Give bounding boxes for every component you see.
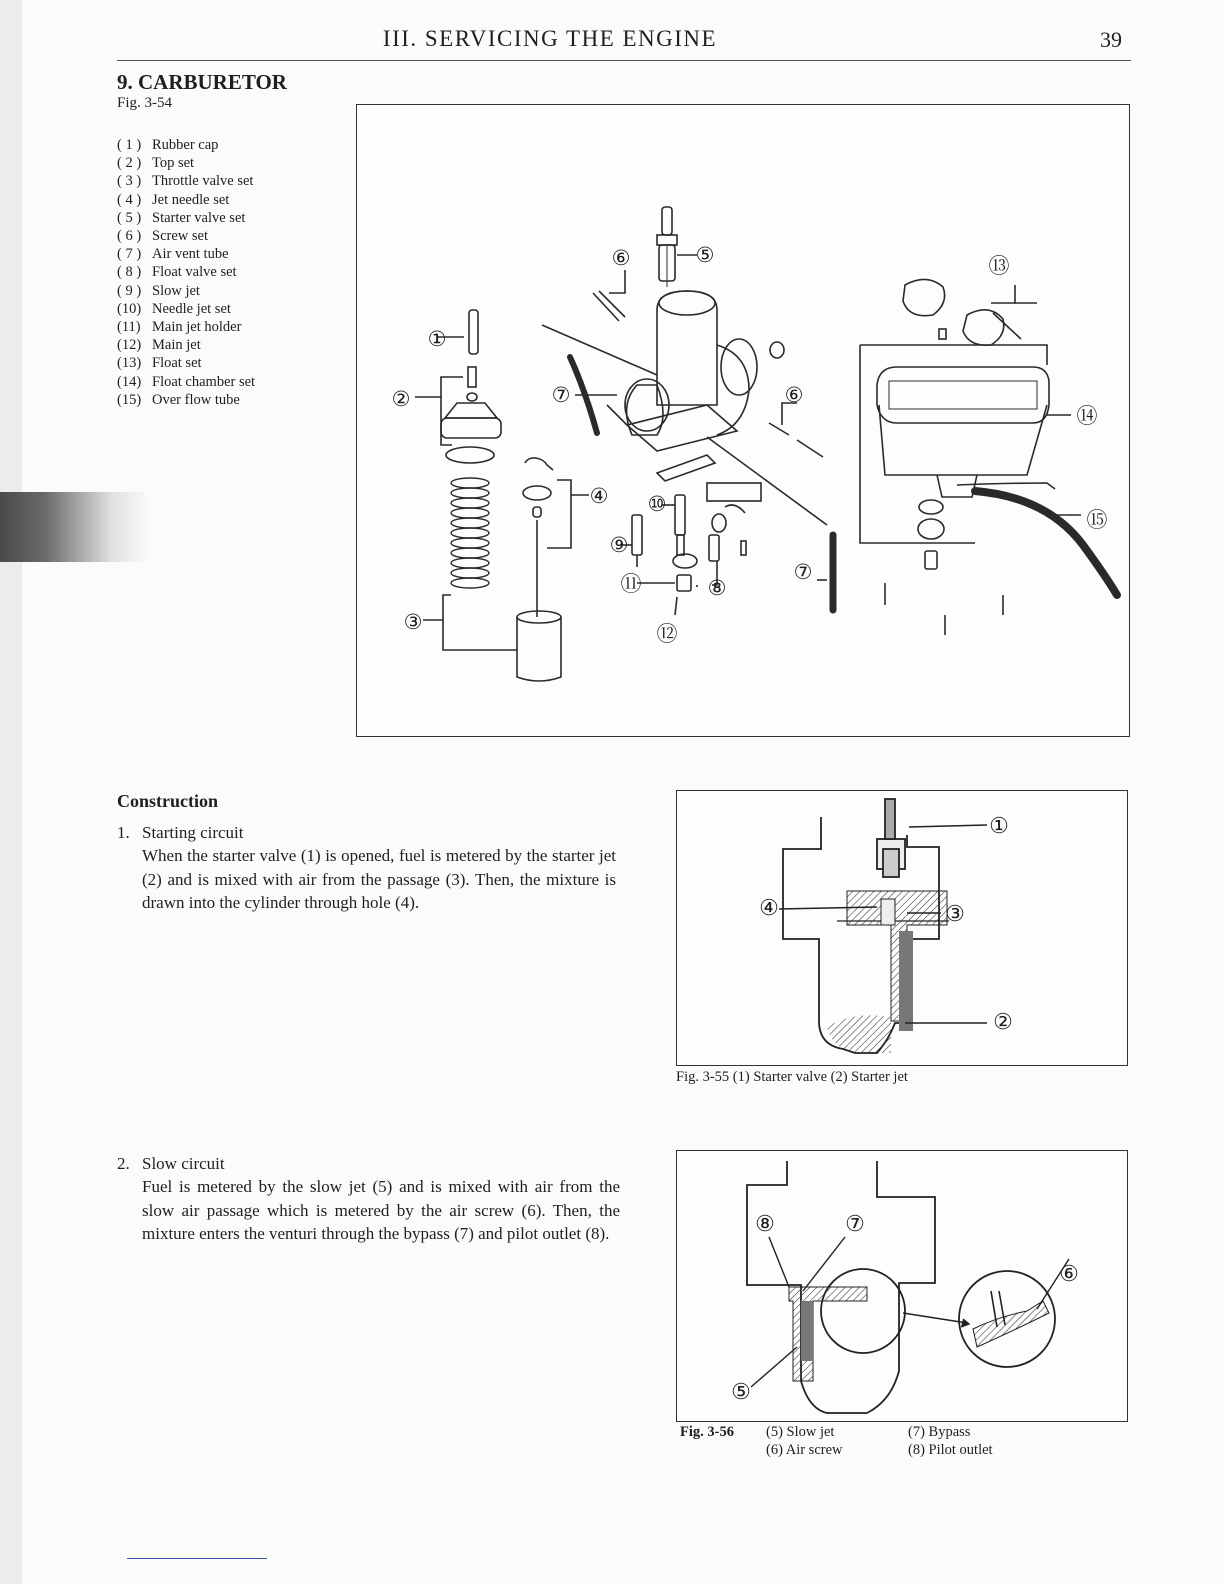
header-rule [117, 60, 1131, 61]
item2-title: Slow circuit [142, 1154, 225, 1173]
callout-c8: ⑧ [707, 576, 727, 600]
fig56-callout-7: ⑦ [845, 1211, 865, 1236]
parts-legend [117, 136, 255, 409]
legend-item: ( 5 ) Starter valve set [117, 209, 246, 226]
callout-c6: ⑥ [611, 246, 631, 270]
binding-tab-mark [0, 492, 150, 562]
callout-c15: ⑮ [1086, 508, 1108, 532]
item1-number: 1. [117, 823, 130, 842]
callout-c11: ⑪ [620, 572, 642, 596]
fig56-caption-8: (8) Pilot outlet [908, 1442, 993, 1458]
callout-c3: ③ [403, 610, 423, 634]
fig56-callout-5: ⑤ [731, 1379, 751, 1404]
page-binding-shadow [0, 0, 22, 1584]
starting-circuit-diagram [677, 791, 1127, 1065]
legend-item: ( 1 ) Rubber cap [117, 137, 219, 153]
callout-c6b: ⑥ [784, 383, 804, 407]
item1-title: Starting circuit [142, 823, 244, 842]
callout-c10: ⑩ [647, 492, 667, 516]
construction-heading: Construction [117, 791, 219, 811]
fig56-callout-8: ⑧ [755, 1211, 775, 1236]
exploded-view-figure [356, 104, 1130, 737]
legend-item: (14) Float chamber set [117, 373, 256, 390]
float-chamber [877, 367, 1117, 595]
item1-paragraph: When the starter valve (1) is opened, fuel is metered by the starter jet (2) and is mixed with air from the passage (3). Then, the mixture is drawn into the cylinder through hole (4). [142, 846, 616, 912]
legend-item: (12) Main jet [117, 337, 201, 354]
callout-c13: ⑬ [988, 254, 1010, 278]
callout-c7: ⑦ [551, 383, 571, 407]
fig55-callout-1: ① [989, 813, 1009, 838]
fig56-caption-5: (5) Slow jet [766, 1424, 835, 1440]
float-set [903, 279, 1021, 345]
fig55-callout-2: ② [993, 1009, 1013, 1034]
item2-number: 2. [117, 1154, 130, 1173]
carburetor-exploded-diagram [357, 105, 1129, 736]
legend-item: ( 6 ) Screw set [117, 228, 208, 245]
callout-c1: ① [427, 327, 447, 351]
section-title: 9. CARBURETOR [117, 70, 287, 94]
legend-item: (15) Over flow tube [117, 391, 240, 408]
legend-item: (11) Main jet holder [117, 319, 242, 336]
running-header: III. SERVICING THE ENGINE [382, 26, 718, 51]
bottom-rule [127, 1558, 267, 1559]
fig56-caption-6: (6) Air screw [766, 1442, 843, 1458]
legend-item: ( 7 ) Air vent tube [117, 246, 229, 263]
carburetor-body [607, 291, 784, 451]
fig55-caption: Fig. 3-55 (1) Starter valve (2) Starter jet [676, 1069, 908, 1085]
slow-circuit-figure [676, 1150, 1128, 1422]
callout-c14: ⑭ [1076, 404, 1098, 428]
callout-c4: ④ [589, 484, 609, 508]
legend-item: (10) Needle jet set [117, 300, 231, 317]
fig56-callout-6: ⑥ [1059, 1261, 1079, 1286]
callout-c5: ⑤ [695, 243, 715, 267]
legend-item: ( 2 ) Top set [117, 155, 195, 172]
legend-item: ( 4 ) Jet needle set [117, 191, 230, 208]
slow-circuit-diagram [677, 1151, 1127, 1421]
fig55-callout-3: ③ [945, 901, 965, 926]
item2-paragraph: Fuel is metered by the slow jet (5) and is mixed with air from the slow air passage which is metered by the air screw (6). Then, the mixture enters the venturi through the bypass (7) and pilot outlet (8). [142, 1177, 620, 1243]
fig56-caption-7: (7) Bypass [908, 1424, 971, 1440]
legend-item: ( 3 ) Throttle valve set [117, 173, 254, 190]
fig55-callout-4: ④ [759, 895, 779, 920]
page-number: 39 [1100, 27, 1122, 52]
legend-item: ( 8 ) Float valve set [117, 264, 237, 281]
callout-c12: ⑫ [656, 622, 678, 646]
fig56-label: Fig. 3-56 [680, 1424, 734, 1440]
callout-c7b: ⑦ [793, 560, 813, 584]
callout-c9: ⑨ [609, 533, 629, 557]
starting-circuit-figure [676, 790, 1128, 1066]
throttle-spring [451, 478, 489, 588]
callout-c2: ② [391, 387, 411, 411]
legend-item: ( 9 ) Slow jet [117, 282, 200, 299]
figure-label: Fig. 3-54 [117, 95, 173, 111]
legend-item: (13) Float set [117, 355, 202, 372]
